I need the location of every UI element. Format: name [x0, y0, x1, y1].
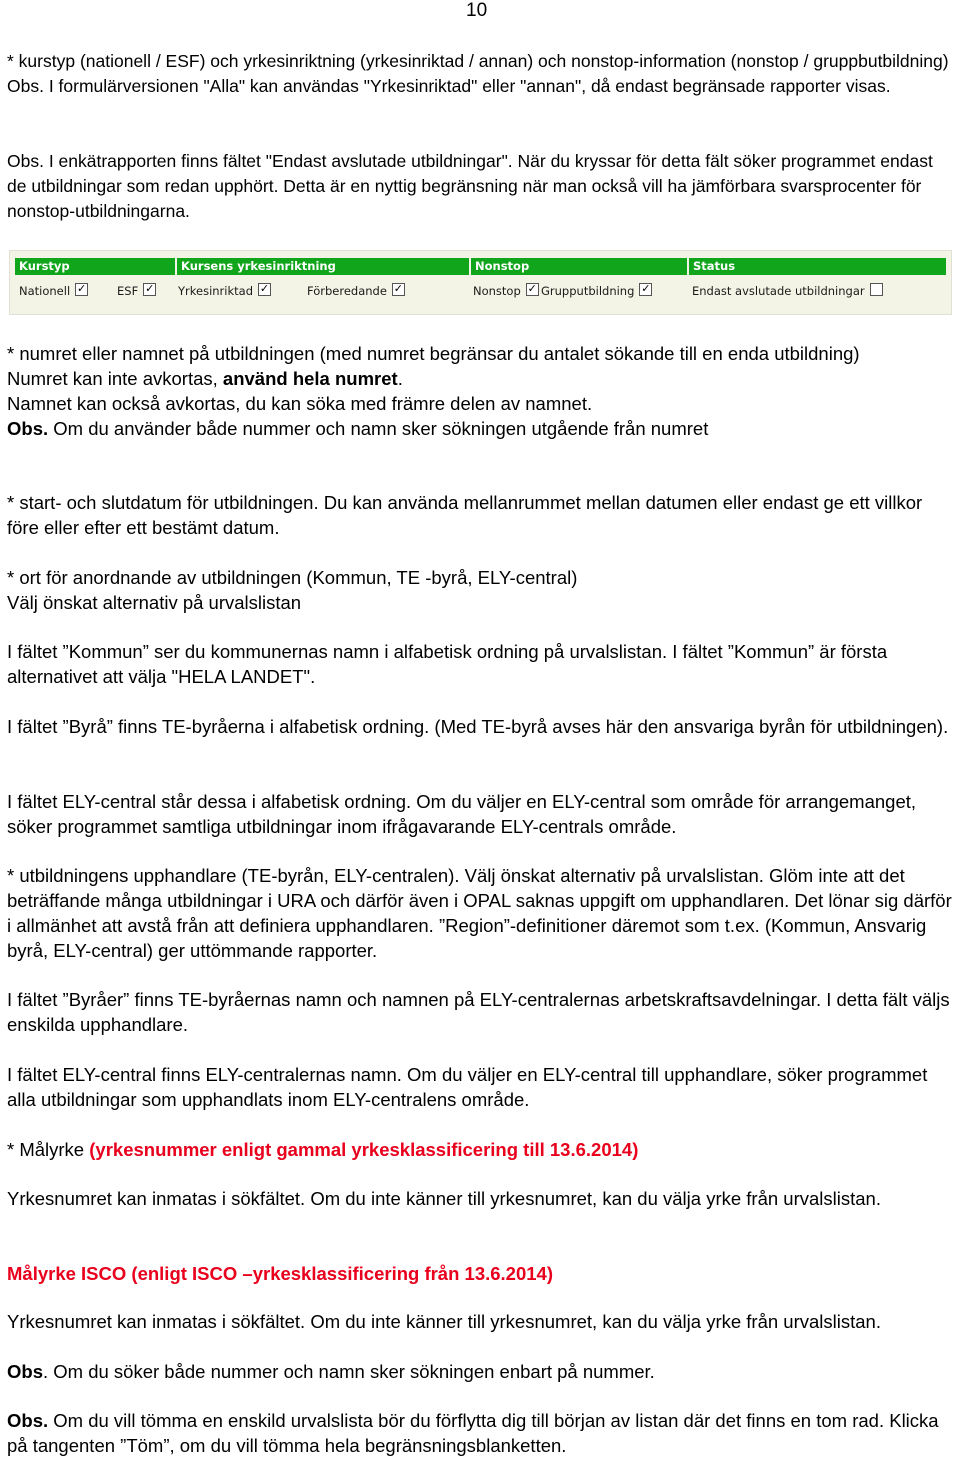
yrkesnummer-paragraph-2: Yrkesnumret kan inmatas i sökfältet. Om du inte känner till yrkesnumret, kan du välja yrke från urvalslistan.	[7, 1311, 881, 1332]
header-yrkesinriktning: Kursens yrkesinriktning	[177, 258, 469, 275]
ely-central-paragraph-1: I fältet ELY-central står dessa i alfabetisk ordning. Om du väljer en ELY-central som område för arrangemanget, söker programmet samtliga utbildningar inom ifrågavarande ELY-centrals område.	[7, 791, 917, 837]
numret-section	[7, 341, 955, 441]
option-esf[interactable]: ESF✓	[117, 283, 156, 299]
intro-paragraph-2: Obs. I enkätrapporten finns fältet "Endast avslutade utbildningar". När du kryssar för detta fält söker programmet endast de utbildningar som redan upphört. Detta är en nyttig begränsning när man också vill ha jämförbara svarsprocenter för nonstop-utbildningarna.	[7, 151, 933, 221]
option-endast-avslutade[interactable]: Endast avslutade utbildningar	[692, 283, 883, 299]
header-nonstop: Nonstop	[471, 258, 687, 275]
option-forberedande[interactable]: Förberedande✓	[307, 283, 405, 299]
kommun-paragraph: I fältet ”Kommun” ser du kommunernas namn i alfabetisk ordning på urvalslistan. I fältet ”Kommun” är första alternativet att välja "HELA LANDET".	[7, 641, 888, 687]
search-form-screenshot	[9, 250, 952, 315]
byra-paragraph: I fältet ”Byrå” finns TE-byråerna i alfabetisk ordning. (Med TE-byrå avses här den ansvariga byrån för utbildningen).	[7, 716, 949, 737]
checkbox-esf[interactable]	[143, 283, 156, 296]
option-yrkesinriktad[interactable]: Yrkesinriktad✓	[178, 283, 271, 299]
upphandlare-paragraph: * utbildningens upphandlare (TE-byrån, ELY-centralen). Välj önskat alternativ på urvalslistan. Glöm inte att det beträffande många utbildningar i URA och därför även i OPAL saknas uppgift om upphandlaren. Det lönar sig därför i allmänhet att avstå från att definiera upphandlaren. ”Region”-definitioner däremot som t.ex. (Kommun, Ansvarig byrå, ELY-central) ger uttömmande rapporter.	[7, 865, 952, 961]
obs-paragraph-1: Obs. Om du söker både nummer och namn sker sökningen enbart på nummer.	[7, 1361, 655, 1382]
checkbox-endast-avslutade[interactable]	[870, 283, 883, 296]
numret-line-3: Namnet kan också avkortas, du kan söka med främre delen av namnet.	[7, 393, 593, 414]
option-nonstop[interactable]: Nonstop✓	[473, 283, 539, 299]
obs-paragraph-2: Obs. Om du vill tömma en enskild urvalslista bör du förflytta dig till början av listan där det finns en tom rad. Klicka på tangenten ”Töm”, om du vill tömma hela begränsningsblanketten.	[7, 1410, 939, 1456]
page-number: 10	[466, 0, 488, 21]
ely-central-paragraph-2: I fältet ELY-central finns ELY-centralernas namn. Om du väljer en ELY-central till upphandlare, söker programmet alla utbildningar som upphandlats inom ELY-centralens område.	[7, 1064, 928, 1110]
malyrke-heading: * Målyrke (yrkesnummer enligt gammal yrkesklassificering till 13.6.2014)	[7, 1139, 639, 1160]
header-kurstyp: Kurstyp	[15, 258, 175, 275]
intro-paragraph-1: * kurstyp (nationell / ESF) och yrkesinriktning (yrkesinriktad / annan) och nonstop-information (nonstop / gruppbutbildning) Obs. I formulärversionen "Alla" kan användas "Yrkesinriktad" eller "annan", då endast begränsade rapporter visas.	[7, 51, 949, 96]
ort-section	[7, 565, 955, 615]
ort-line-2: Välj önskat alternativ på urvalslistan	[7, 592, 302, 613]
byraer-paragraph: I fältet ”Byråer” finns TE-byråernas namn och namnen på ELY-centralernas arbetskraftsavdelningar. I detta fält väljs enskilda upphandlare.	[7, 989, 950, 1035]
checkbox-grupputbildning[interactable]	[639, 283, 652, 296]
numret-line-2: Numret kan inte avkortas, använd hela numret.	[7, 368, 403, 389]
checkbox-yrkesinriktad[interactable]	[258, 283, 271, 296]
ort-line-1: * ort för anordnande av utbildningen (Kommun, TE -byrå, ELY-central)	[7, 567, 578, 588]
checkbox-forberedande[interactable]	[392, 283, 405, 296]
datum-paragraph: * start- och slutdatum för utbildningen. Du kan använda mellanrummet mellan datumen eller endast ge ett villkor före eller efter ett bestämt datum.	[7, 492, 923, 538]
isco-heading: Målyrke ISCO (enligt ISCO –yrkesklassificering från 13.6.2014)	[7, 1263, 554, 1284]
checkbox-nonstop[interactable]	[526, 283, 539, 296]
option-nationell[interactable]: Nationell✓	[19, 283, 88, 299]
numret-line-4: Obs. Om du använder både nummer och namn sker sökningen utgående från numret	[7, 418, 709, 439]
header-status: Status	[689, 258, 946, 275]
yrkesnummer-paragraph-1: Yrkesnumret kan inmatas i sökfältet. Om du inte känner till yrkesnumret, kan du välja yrke från urvalslistan.	[7, 1188, 881, 1209]
option-grupputbildning[interactable]: Grupputbildning✓	[541, 283, 652, 299]
numret-line-1: * numret eller namnet på utbildningen (med numret begränsar du antalet sökande till en enda utbildning)	[7, 343, 860, 364]
checkbox-nationell[interactable]	[75, 283, 88, 296]
